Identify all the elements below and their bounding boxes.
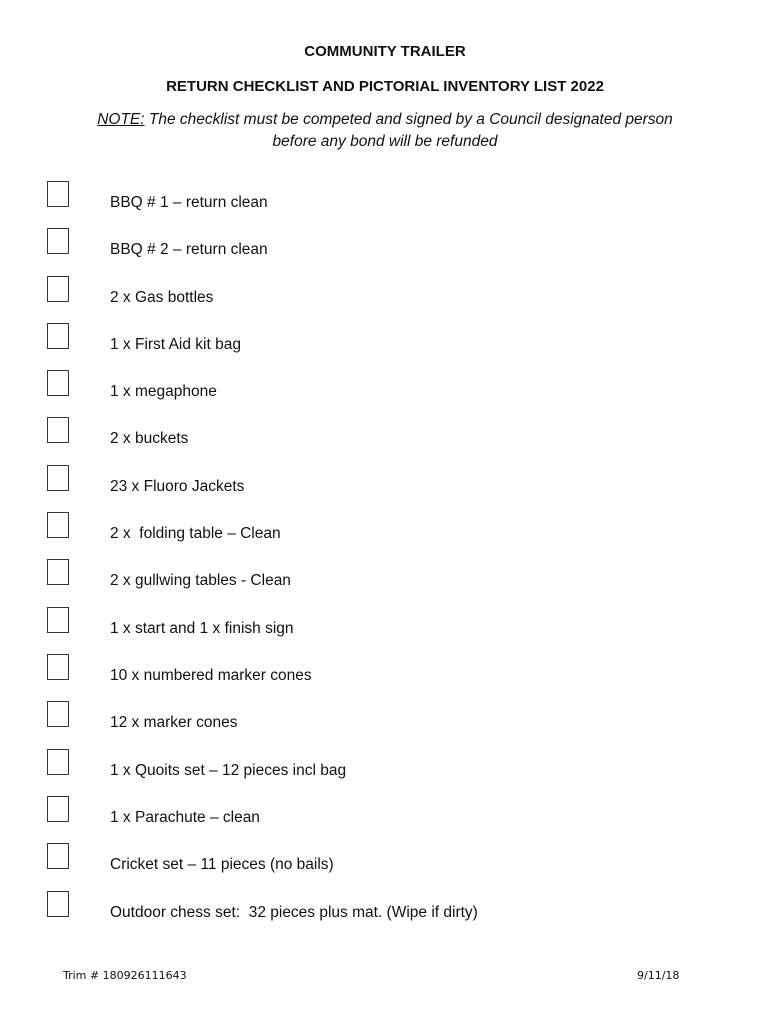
checklist-item (0, 228, 770, 258)
checklist-item-label: 2 x gullwing tables - Clean (110, 572, 291, 589)
note-text-line1: The checklist must be competed and signed by a Council designated person (144, 111, 673, 128)
checkbox[interactable] (47, 749, 69, 775)
checklist-item (0, 559, 770, 589)
checklist-item-label: 2 x buckets (110, 430, 189, 447)
trim-number: Trim # 180926111643 (63, 969, 187, 982)
checkbox[interactable] (47, 228, 69, 254)
note-label: NOTE: (97, 111, 145, 128)
checkbox[interactable] (47, 891, 69, 917)
checklist-item (0, 843, 770, 873)
checkbox[interactable] (47, 465, 69, 491)
checkbox[interactable] (47, 181, 69, 207)
checklist-item-label: 1 x First Aid kit bag (110, 336, 241, 353)
checkbox[interactable] (47, 512, 69, 538)
checklist-item (0, 701, 770, 731)
checkbox[interactable] (47, 323, 69, 349)
checklist-item (0, 465, 770, 495)
checkbox[interactable] (47, 417, 69, 443)
checklist-item-label: BBQ # 2 – return clean (110, 241, 268, 258)
checklist-item (0, 654, 770, 684)
document-subtitle: RETURN CHECKLIST AND PICTORIAL INVENTORY LIST 2022 (166, 78, 604, 95)
checklist-item-label: 12 x marker cones (110, 714, 238, 731)
checklist-item-label: 2 x folding table – Clean (110, 525, 281, 542)
checklist-item-label: 23 x Fluoro Jackets (110, 478, 245, 495)
note (40, 109, 730, 153)
checklist-item (0, 796, 770, 826)
checklist-item (0, 512, 770, 542)
checklist-item-label: 2 x Gas bottles (110, 289, 214, 306)
footer-date: 9/11/18 (637, 969, 680, 982)
checklist-item (0, 181, 770, 211)
checklist-item (0, 607, 770, 637)
checkbox[interactable] (47, 843, 69, 869)
checklist-item (0, 891, 770, 921)
checklist-item (0, 417, 770, 447)
document-title: COMMUNITY TRAILER (304, 43, 466, 60)
checkbox[interactable] (47, 276, 69, 302)
checklist-item-label: 1 x start and 1 x finish sign (110, 620, 294, 637)
checklist-item-label: Cricket set – 11 pieces (no bails) (110, 856, 334, 873)
checklist-item (0, 370, 770, 400)
checklist-item (0, 276, 770, 306)
checkbox[interactable] (47, 370, 69, 396)
checklist-item-label: BBQ # 1 – return clean (110, 194, 268, 211)
checklist-item (0, 323, 770, 353)
checklist-item-label: 1 x megaphone (110, 383, 217, 400)
checkbox[interactable] (47, 559, 69, 585)
checkbox[interactable] (47, 701, 69, 727)
checklist-item-label: Outdoor chess set: 32 pieces plus mat. (Wipe if dirty) (110, 904, 478, 921)
checklist-item-label: 1 x Parachute – clean (110, 809, 260, 826)
checkbox[interactable] (47, 796, 69, 822)
checkbox[interactable] (47, 654, 69, 680)
checklist-item-label: 1 x Quoits set – 12 pieces incl bag (110, 762, 347, 779)
checklist-item-label: 10 x numbered marker cones (110, 667, 312, 684)
checkbox[interactable] (47, 607, 69, 633)
checklist-item (0, 749, 770, 779)
note-text-line2: before any bond will be refunded (272, 133, 498, 150)
